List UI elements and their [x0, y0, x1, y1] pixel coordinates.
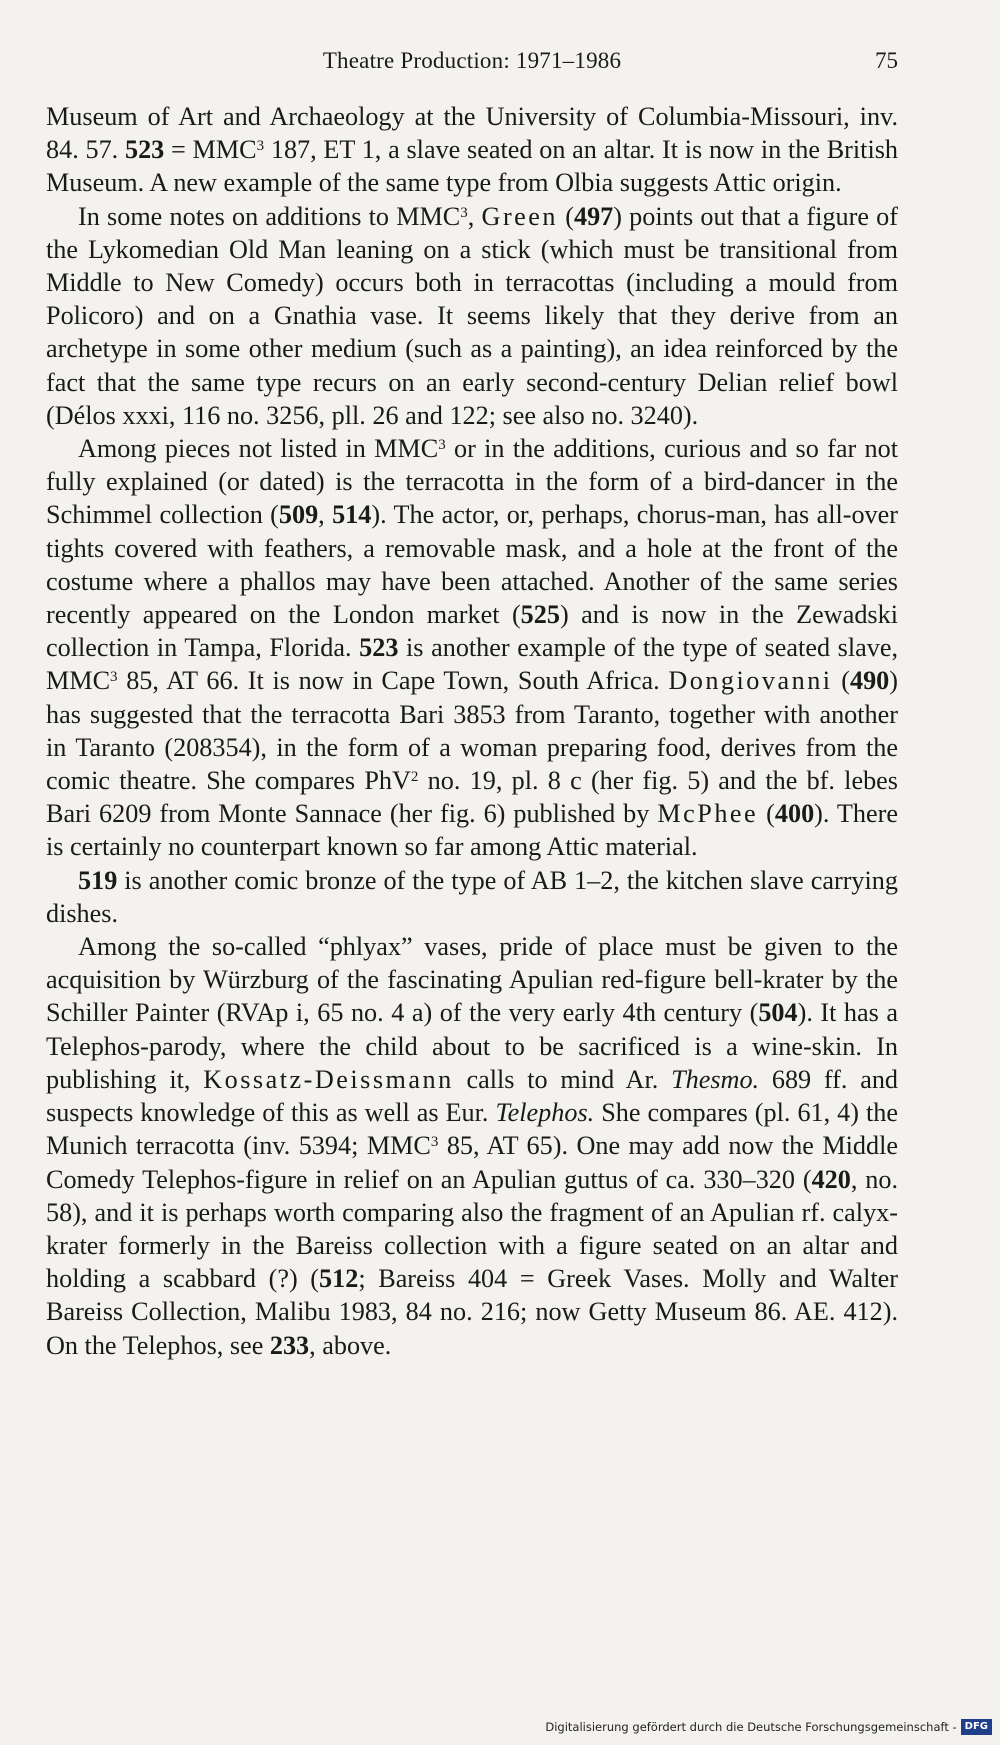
superscript: 2 [410, 769, 419, 786]
catalogue-number: 523 [124, 135, 165, 165]
text-run: calls to mind Ar. [453, 1064, 672, 1094]
superscript: 3 [430, 1134, 439, 1151]
text-run: no. 19, pl. 8 c (her fig. 5) and the bf. lebes Bari 6209 from Monte Sannace (her fig. 6) published by [46, 766, 898, 829]
catalogue-number: 497 [573, 201, 614, 231]
dfg-logo: DFG [961, 1719, 992, 1735]
catalogue-number: 504 [758, 998, 798, 1028]
text-run: is another comic bronze of the type of AB 1–2, the kitchen slave carrying dishes. [46, 865, 898, 928]
text-run: 85, AT 66. It is now in Cape Town, South Africa. [117, 666, 669, 696]
paragraph [46, 864, 898, 930]
catalogue-number: 420 [811, 1164, 851, 1194]
text-run: , [467, 201, 482, 231]
catalogue-number: 519 [78, 865, 118, 895]
text-run: ) and is now in the Zewadski collection in Tampa, Florida. [46, 600, 898, 663]
page-header [46, 48, 898, 82]
superscript: 3 [438, 437, 446, 454]
catalogue-number: 523 [359, 633, 399, 663]
digitization-footer [545, 1717, 992, 1737]
text-run: ( [558, 201, 574, 231]
paragraph [46, 930, 898, 1362]
catalogue-number: 400 [774, 799, 815, 829]
text-run: ( [832, 666, 850, 696]
text-run: Among pieces not listed in MMC [78, 434, 439, 464]
text-run: She compares (pl. 61, 4) the Munich terracotta (inv. 5394; MMC [46, 1098, 898, 1161]
text-run: , above. [309, 1330, 392, 1360]
running-head: Theatre Production: 1971–1986 [322, 48, 622, 73]
text-run: Among the so-called “phlyax” vases, pride of place must be given to the acquisition by Würzburg of the fascinating Apulian red-figure bell-krater by the Schiller Painter (RVAp i, 65 no. 4 a) of the very early 4th century ( [46, 932, 898, 1028]
catalogue-number: 512 [319, 1264, 359, 1294]
catalogue-number: 509 [278, 500, 319, 530]
italic-title: Telephos. [495, 1098, 595, 1128]
author-name: McPhee [657, 799, 759, 829]
text-run: , no. 58), and it is perhaps worth comparing also the fragment of an Apulian rf. calyx-krater formerly in the Bareiss collection with a figure seated on an altar and holding a scabbard (?) ( [46, 1164, 898, 1294]
text-run: 187, ET 1, a slave seated on an altar. It is now in the British Museum. A new example of the same type from Olbia suggests Attic origin. [46, 135, 899, 198]
author-name: Dongiovanni [668, 666, 833, 696]
paragraph [46, 432, 898, 864]
text-run: = MMC [164, 135, 257, 165]
paragraph [46, 200, 898, 432]
body-text [46, 100, 898, 1362]
catalogue-number: 514 [332, 500, 372, 530]
text-run: In some notes on additions to MMC [78, 201, 461, 231]
text-run: ) points out that a figure of the Lykomedian Old Man leaning on a stick (which must be transitional from Middle to New Comedy) occurs both in terracottas (including a mould from Policoro) and on a Gnathia vase. It seems likely that they derive from an archetype in some other medium (such as a painting), an idea reinforced by the fact that the same type recurs on an early second-century Delian relief bowl (Délos xxxi, 116 no. 3256, pll. 26 and 122; see also no. 3240). [46, 201, 898, 430]
text-run: ). There is certainly no counterpart known so far among Attic material. [46, 799, 898, 862]
superscript: 3 [110, 669, 118, 686]
catalogue-number: 490 [849, 666, 890, 696]
superscript: 3 [256, 138, 265, 155]
text-run: Museum of Art and Archaeology at the University of Columbia-Missouri, inv. 84. 57. [46, 102, 898, 165]
page-number: 75 [875, 48, 898, 73]
paragraph [46, 100, 898, 200]
text-run: ; Bareiss 404 = Greek Vases. Molly and Walter Bareiss Collection, Malibu 1983, 84 no. 216; now Getty Museum 86. AE. 412). On the Telephos, see [46, 1264, 898, 1360]
text-run: 85, AT 65). One may add now the Middle Comedy Telephos-figure in relief on an Apulian guttus of ca. 330–320 ( [46, 1131, 898, 1194]
author-name: Kossatz-Deissmann [203, 1064, 454, 1094]
text-run: ( [758, 799, 775, 829]
author-name: Green [481, 201, 559, 231]
text-run: 689 ff. and suspects knowledge of this as well as Eur. [46, 1064, 899, 1128]
digitization-note: Digitalisierung gefördert durch die Deutsche Forschungsgemeinschaft - [545, 1720, 957, 1734]
text-run: ) has suggested that the terracotta Bari 3853 from Taranto, together with another in Taranto (208354), in the form of a woman preparing food, derives from the comic theatre. She compares PhV [46, 666, 898, 796]
text-run: ). The actor, or, perhaps, chorus-man, has all-over tights covered with feathers, a removable mask, and a hole at the front of the costume where a phallos may have been attached. Another of the same series recently appeared on the London market ( [46, 500, 898, 630]
superscript: 3 [460, 204, 468, 221]
text-run: , [318, 500, 333, 530]
catalogue-number: 233 [269, 1330, 310, 1360]
text-run: is another example of the type of seated slave, MMC [46, 633, 898, 696]
text-run: or in the additions, curious and so far not fully explained (or dated) is the terracotta in the form of a bird-dancer in the Schimmel collection ( [46, 434, 898, 530]
italic-title: Thesmo. [671, 1064, 760, 1094]
text-run: ). It has a Telephos-parody, where the child about to be sacrificed is a wine-skin. In publishing it, [46, 998, 898, 1094]
catalogue-number: 525 [520, 600, 560, 630]
